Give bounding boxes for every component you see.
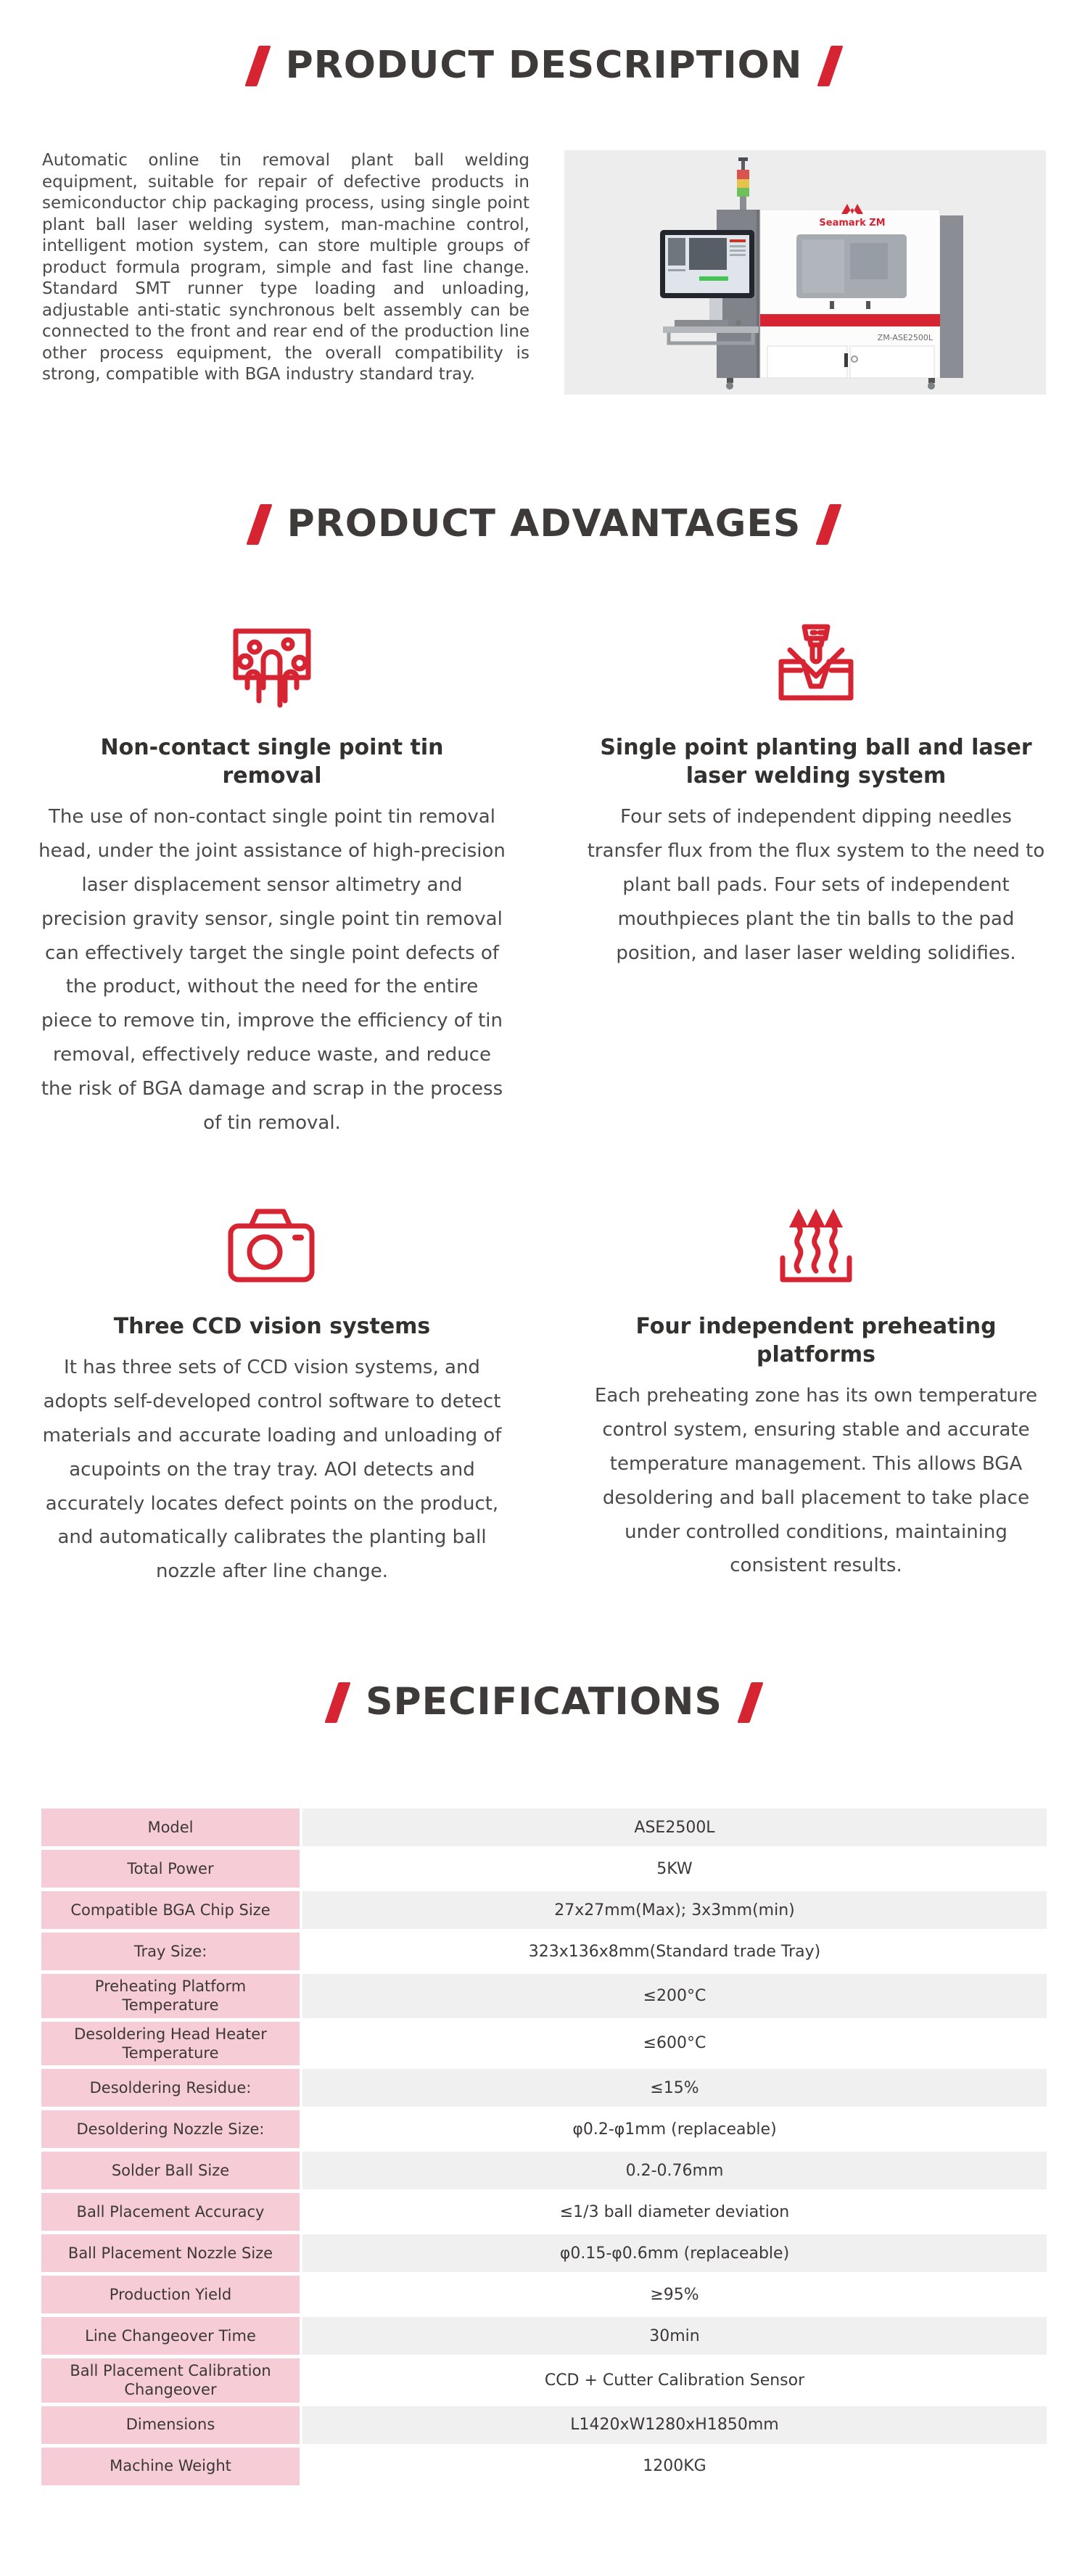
description-paragraph: Automatic online tin removal plant ball welding equipment, suitable for repair of defective products in semiconductor chip packaging process, using single point plant ball laser welding system, man-machine control, intelligent motion system, can store multiple groups of product formula program, simple and fast line change. Standard SMT runner type loading and unloading, adjustable anti-static synchronous belt assembly can be connected to the front and rear end of the production line other process equipment, the overall compatibility is strong, compatible with BGA industry standard tray. — [42, 151, 529, 384]
advantage-body: Each preheating zone has its own temperature control system, ensuring stable and accurate temperature management. This allows BGA desoldering and ball placement to take place under controlled conditions, maintaining consistent results. — [594, 1385, 1038, 1577]
advantage-card — [566, 1190, 1066, 1589]
product-advantages-title — [0, 503, 1088, 545]
spec-label-cell: Machine Weight — [41, 2448, 300, 2485]
spec-label-cell: Dimensions — [41, 2406, 300, 2444]
spec-value-cell: φ0.15-φ0.6mm (replaceable) — [302, 2234, 1047, 2272]
spec-label-cell: Solder Ball Size — [41, 2152, 300, 2189]
product-description-title — [0, 45, 1088, 86]
table-row — [41, 1808, 1047, 1846]
red-slash-icon — [737, 1682, 763, 1723]
table-row — [41, 2358, 1047, 2403]
spec-label-cell: Production Yield — [41, 2276, 300, 2313]
spec-value-cell: ≤600°C — [302, 2022, 1047, 2066]
spec-value-cell: 5KW — [302, 1850, 1047, 1888]
table-row — [41, 2069, 1047, 2107]
advantage-title: Single point planting ball and laser laser welding system — [600, 735, 1032, 789]
table-row — [41, 2448, 1047, 2485]
advantages-grid — [0, 612, 1088, 1589]
spec-label-cell: Model — [41, 1808, 300, 1846]
red-slash-icon — [246, 504, 272, 545]
spec-label-cell: Ball Placement Accuracy — [41, 2193, 300, 2231]
spec-value-cell: L1420xW1280xH1850mm — [302, 2406, 1047, 2444]
spec-label-cell: Desoldering Residue: — [41, 2069, 300, 2107]
table-row — [41, 2022, 1047, 2066]
table-row — [41, 2317, 1047, 2355]
section-heading: PRODUCT ADVANTAGES — [287, 502, 801, 546]
spec-label-cell: Compatible BGA Chip Size — [41, 1891, 300, 1929]
advantage-card — [566, 612, 1066, 1140]
table-row — [41, 2406, 1047, 2444]
section-heading: PRODUCT DESCRIPTION — [285, 44, 803, 87]
spec-label-cell: Tray Size: — [41, 1933, 300, 1970]
table-row — [41, 1850, 1047, 1888]
ball-laser-welding-icon — [566, 612, 1066, 720]
spec-label-cell: Total Power — [41, 1850, 300, 1888]
table-row — [41, 2193, 1047, 2231]
spec-label-cell: Desoldering Nozzle Size: — [41, 2110, 300, 2148]
table-row — [41, 1891, 1047, 1929]
table-row — [41, 2276, 1047, 2313]
table-row — [41, 2152, 1047, 2189]
advantage-body: It has three sets of CCD vision systems, and adopts self-developed control software to detect materials and accurate loading and unloading of acupoints on the tray tray. AOI detects and accurately locates defect points on the product, and automatically calibrates the planting ball nozzle after line change. — [42, 1357, 502, 1583]
spec-value-cell: ≤200°C — [302, 1974, 1047, 2018]
spec-label-cell: Line Changeover Time — [41, 2317, 300, 2355]
spec-value-cell: CCD + Cutter Calibration Sensor — [302, 2358, 1047, 2403]
spec-value-cell: ASE2500L — [302, 1808, 1047, 1846]
advantage-title: Three CCD vision systems — [113, 1314, 431, 1340]
machine-model-label: ZM-ASE2500L — [877, 332, 933, 342]
advantage-card — [22, 612, 522, 1140]
preheating-icon — [566, 1190, 1066, 1299]
advantage-card — [22, 1190, 522, 1589]
spec-value-cell: 27x27mm(Max); 3x3mm(min) — [302, 1891, 1047, 1929]
red-slash-icon — [324, 1682, 350, 1723]
advantage-body: Four sets of independent dipping needles transfer flux from the flux system to the need to plant ball pads. Four sets of independent mouthpieces plant the tin balls to the pad position, and laser laser welding solidifies. — [587, 806, 1045, 964]
spec-value-cell: ≤15% — [302, 2069, 1047, 2107]
spec-value-cell: 1200KG — [302, 2448, 1047, 2485]
spec-label-cell: Preheating Platform Temperature — [41, 1974, 300, 2018]
section-heading: SPECIFICATIONS — [366, 1679, 722, 1724]
red-slash-icon — [817, 46, 844, 86]
advantage-title: Non-contact single point tin removal — [100, 735, 444, 789]
advantage-title: Four independent preheating platforms — [635, 1314, 997, 1368]
machine-brand-label: Seamark ZM — [819, 217, 886, 229]
spec-label-cell: Ball Placement Calibration Changeover — [41, 2358, 300, 2403]
spec-table — [41, 1808, 1047, 2485]
spec-value-cell: ≤1/3 ball diameter deviation — [302, 2193, 1047, 2231]
tin-removal-icon — [22, 612, 522, 720]
product-image — [564, 150, 1046, 395]
table-row — [41, 2110, 1047, 2148]
table-row — [41, 2234, 1047, 2272]
spec-value-cell: 0.2-0.76mm — [302, 2152, 1047, 2189]
spec-label-cell: Ball Placement Nozzle Size — [41, 2234, 300, 2272]
table-row — [41, 1933, 1047, 1970]
spec-value-cell: φ0.2-φ1mm (replaceable) — [302, 2110, 1047, 2148]
red-slash-icon — [816, 504, 842, 545]
description-section — [0, 150, 1088, 395]
spec-value-cell: ≥95% — [302, 2276, 1047, 2313]
red-slash-icon — [244, 46, 271, 86]
spec-label-cell: Desoldering Head Heater Temperature — [41, 2022, 300, 2066]
camera-icon — [22, 1190, 522, 1299]
spec-value-cell: 323x136x8mm(Standard trade Tray) — [302, 1933, 1047, 1970]
table-row — [41, 1974, 1047, 2018]
machine-illustration — [624, 153, 986, 392]
advantage-body: The use of non-contact single point tin removal head, under the joint assistance of high-precision laser displacement sensor altimetry and precision gravity sensor, single point tin removal can effectively target the single point defects of the product, without the need for the entire piece to remove tin, improve the efficiency of tin removal, effectively reduce waste, and reduce the risk of BGA damage and scrap in the process of tin removal. — [38, 806, 506, 1134]
specifications-title — [0, 1679, 1088, 1724]
spec-value-cell: 30min — [302, 2317, 1047, 2355]
